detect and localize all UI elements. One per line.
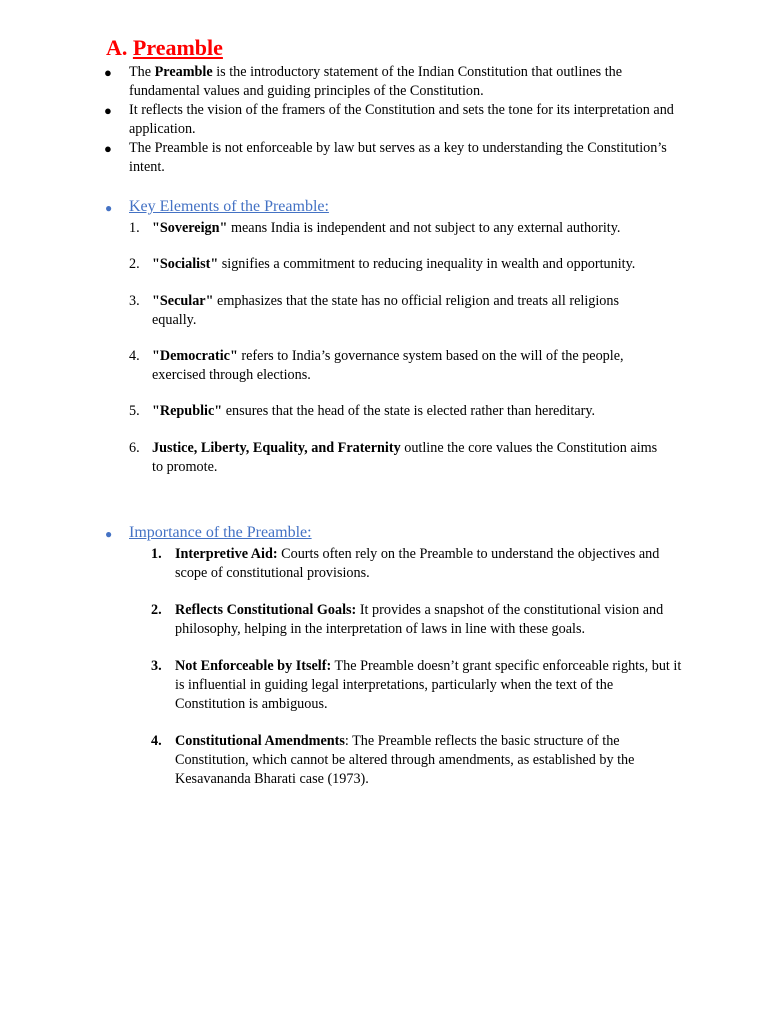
key-elements-list: [0, 219, 768, 477]
intro-item: ● The Preamble is the introductory statement of the Indian Constitution that outlines the fundamental values and guiding principles of the Constitution.: [104, 64, 623, 99]
intro-list: [0, 63, 768, 177]
bullet-icon: ●: [104, 141, 112, 156]
key-elements-title: Key Elements of the Preamble:: [129, 198, 329, 215]
list-item: 2. Reflects Constitutional Goals: It provides a snapshot of the constitutional vision and philosophy, helping in the interpretation of laws in line with these goals.: [151, 602, 664, 637]
list-item: 5. "Republic" ensures that the head of the state is elected rather than hereditary.: [129, 403, 596, 419]
list-item: 3. "Secular" emphasizes that the state has no official religion and treats all religions equally.: [129, 293, 620, 328]
intro-item: ● It reflects the vision of the framers of the Constitution and sets the tone for its interpretation and application.: [104, 102, 674, 137]
list-item: 1. "Sovereign" means India is independent and not subject to any external authority.: [129, 220, 621, 236]
section-bullet-icon: ●: [105, 527, 113, 541]
list-item: 1. Interpretive Aid: Courts often rely on the Preamble to understand the objectives and scope of constitutional provisions.: [151, 546, 660, 581]
list-item: 3. Not Enforceable by Itself: The Preamble doesn’t grant specific enforceable rights, but it is influential in guiding legal interpretations, particularly when the text of the Constitution is ambiguous.: [151, 658, 682, 712]
heading-prefix: A.: [106, 35, 133, 60]
section-heading: [106, 34, 223, 62]
list-item: 6. Justice, Liberty, Equality, and Fraternity outline the core values the Constitution aims to promote.: [129, 440, 658, 475]
importance-list: [0, 545, 768, 789]
list-item: 4. Constitutional Amendments: The Preamble reflects the basic structure of the Constitution, which cannot be altered through amendments, as established by the Kesavananda Bharati case (1973).: [151, 733, 635, 787]
bullet-icon: ●: [104, 65, 112, 80]
bullet-icon: ●: [104, 103, 112, 118]
list-item: 4. "Democratic" refers to India’s governance system based on the will of the people, exercised through elections.: [129, 348, 624, 383]
list-item: 2. "Socialist" signifies a commitment to reducing inequality in wealth and opportunity.: [129, 256, 636, 272]
heading-title: Preamble: [132, 35, 223, 60]
intro-item: ● The Preamble is not enforceable by law but serves as a key to understanding the Constitution’s intent.: [104, 140, 667, 175]
section-bullet-icon: ●: [105, 201, 113, 215]
importance-title: Importance of the Preamble:: [129, 524, 312, 541]
